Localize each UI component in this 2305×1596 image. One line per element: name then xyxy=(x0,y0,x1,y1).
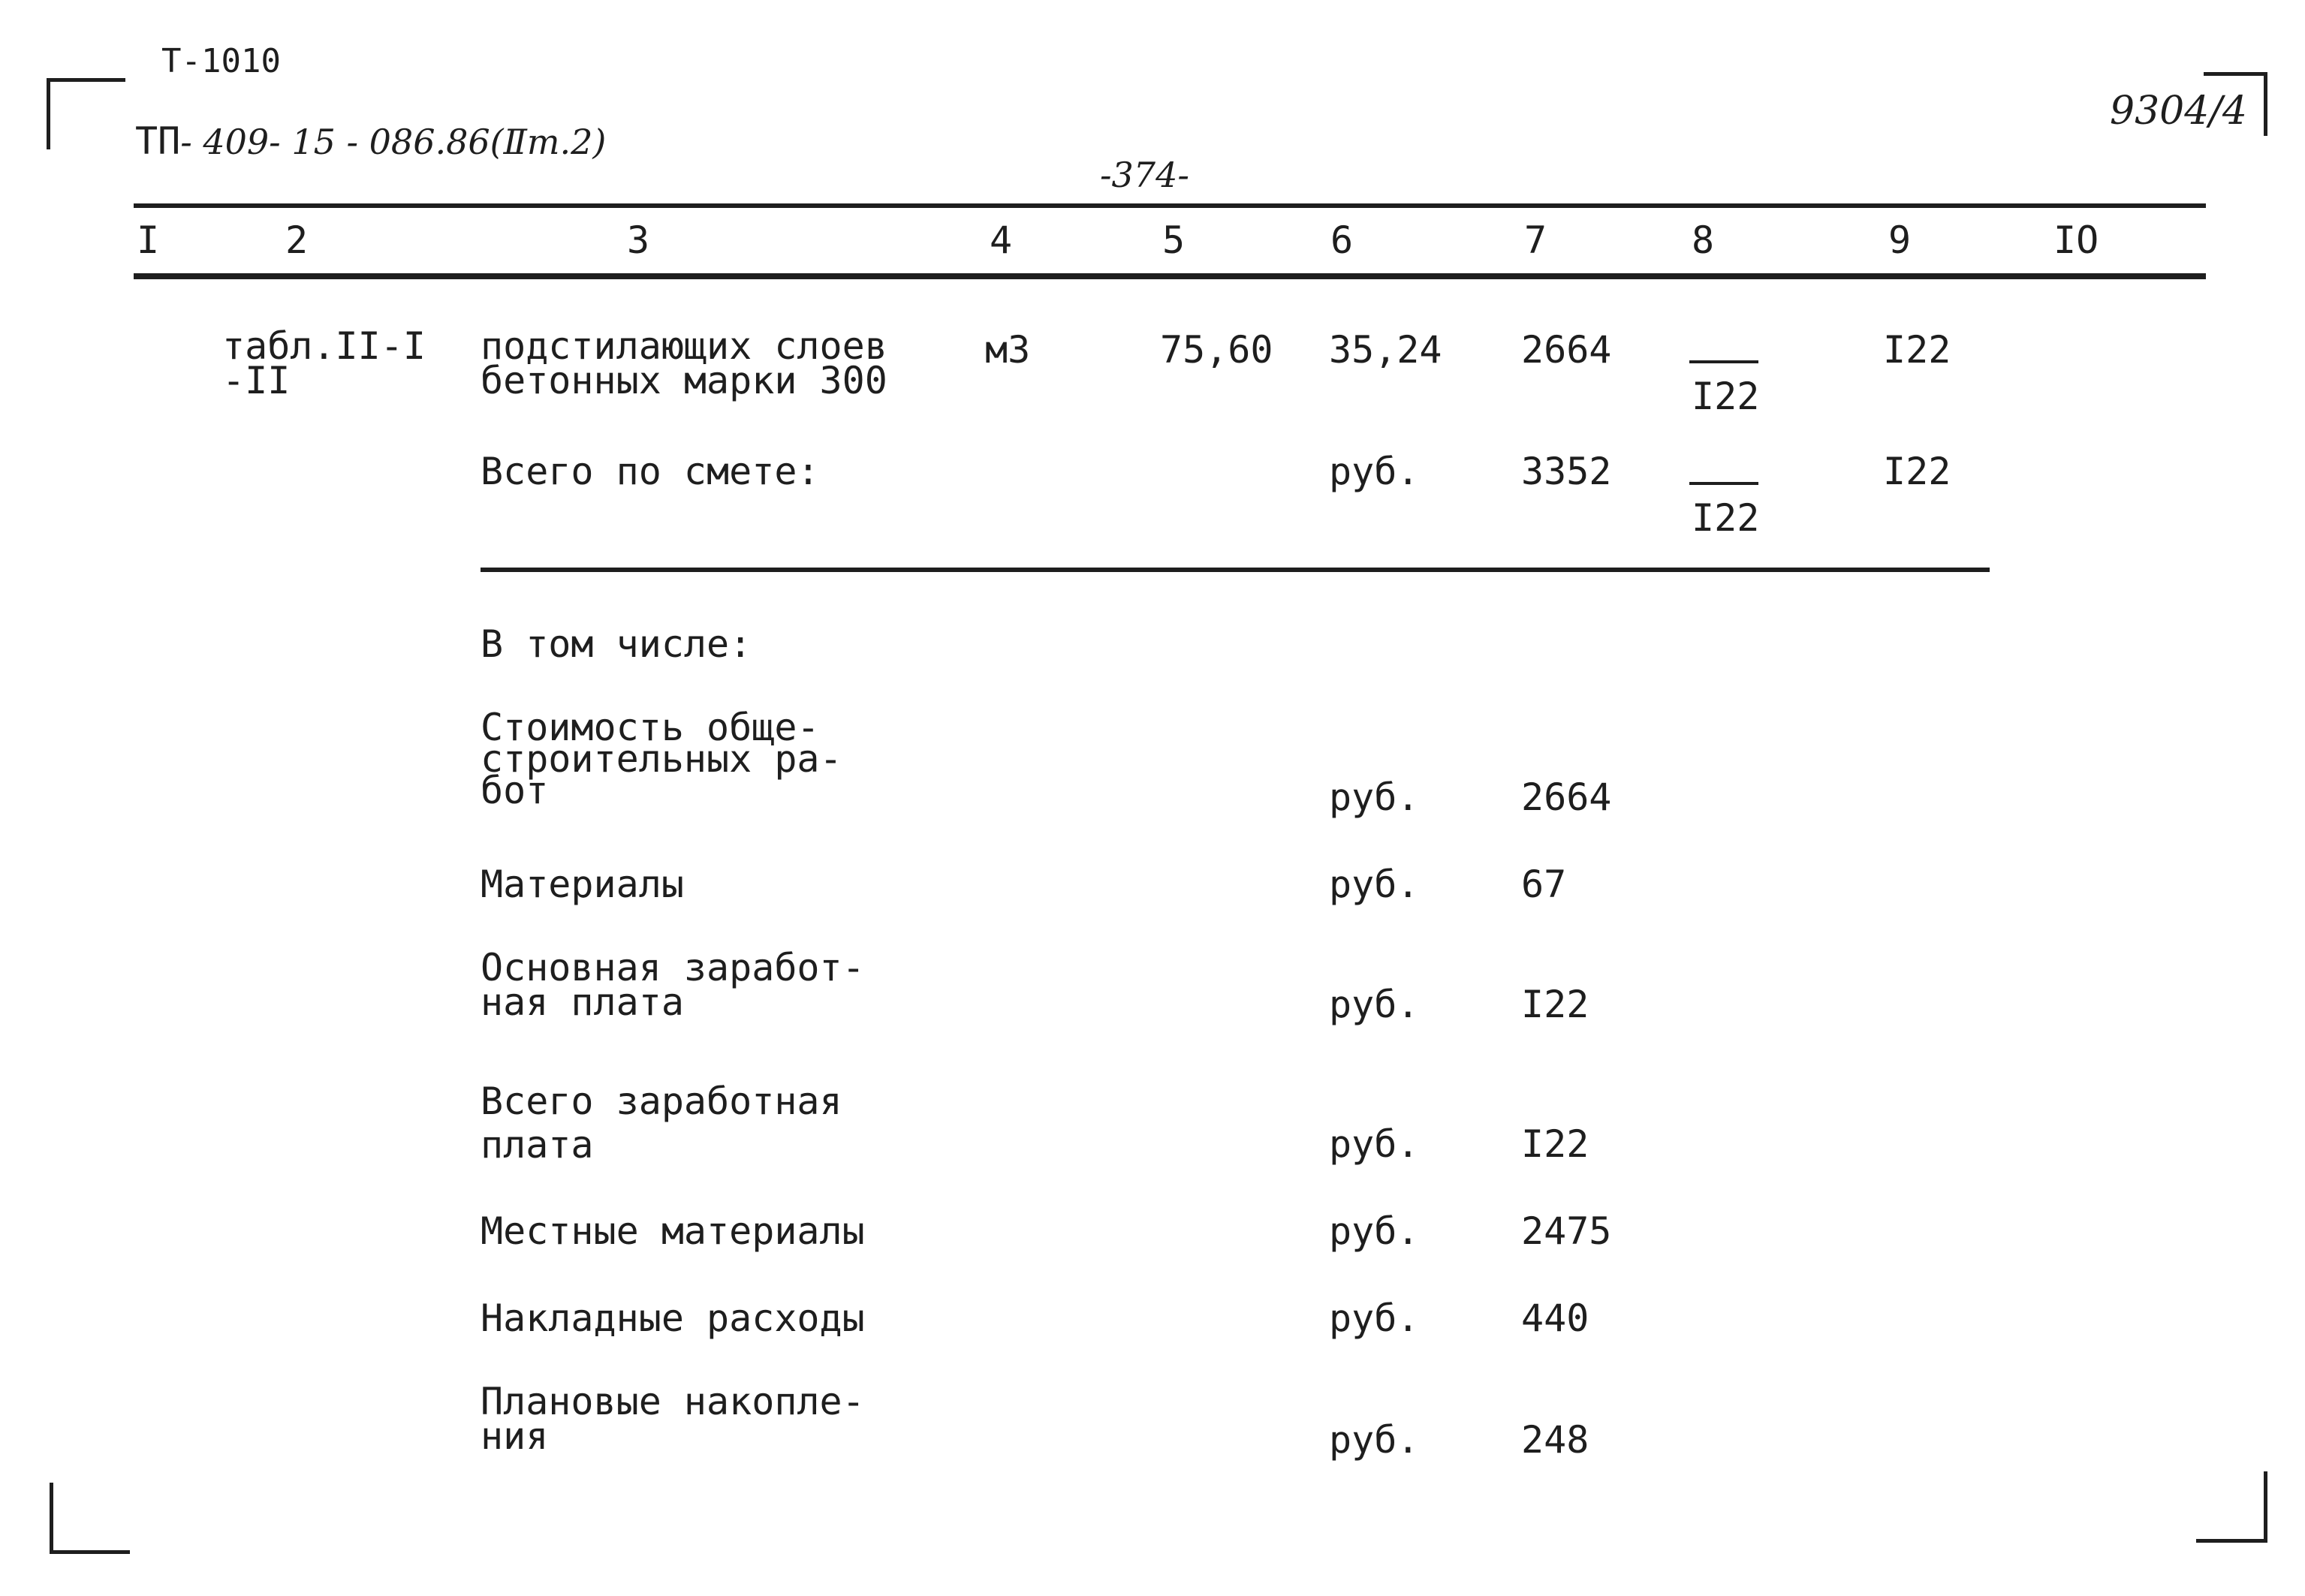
project-volume: (Ⅱт.2) xyxy=(490,122,607,162)
breakdown-label: Материалы xyxy=(481,863,684,906)
total-col8-fraction-bar xyxy=(1689,482,1758,485)
total-separator-rule xyxy=(481,568,1990,572)
row1-quantity: 75,60 xyxy=(1160,328,1273,372)
breakdown-value: 67 xyxy=(1521,863,1567,906)
breakdown-value: 2475 xyxy=(1521,1209,1612,1253)
column-header-9: 9 xyxy=(1888,218,1912,262)
column-header-1: I xyxy=(137,218,160,262)
column-header-8: 8 xyxy=(1692,218,1715,262)
column-header-10: IO xyxy=(2053,218,2099,262)
column-header-3: 3 xyxy=(627,218,650,262)
row1-col8-value: I22 xyxy=(1692,375,1760,418)
project-prefix: ТП xyxy=(135,119,181,163)
total-value: 3352 xyxy=(1521,450,1612,493)
breakdown-value: 2664 xyxy=(1521,775,1612,819)
column-header-4: 4 xyxy=(990,218,1013,262)
document-code: Т-1010 xyxy=(161,42,281,80)
breakdown-value: 248 xyxy=(1521,1418,1589,1462)
column-header-6: 6 xyxy=(1330,218,1354,262)
row1-col8-fraction-bar xyxy=(1689,360,1758,363)
corner-mark-bottom-left xyxy=(50,1483,130,1554)
breakdown-unit: руб. xyxy=(1329,863,1420,906)
sheet-number: 9304/4 xyxy=(2110,89,2247,134)
row1-unit: м3 xyxy=(985,328,1031,372)
breakdown-unit: руб. xyxy=(1329,1209,1420,1253)
column-header-7: 7 xyxy=(1524,218,1547,262)
breakdown-unit: руб. xyxy=(1329,1296,1420,1340)
breakdown-label: Всего заработная плата xyxy=(481,1080,842,1167)
page-number: -374- xyxy=(1100,155,1189,195)
breakdown-label: Стоимость обще- строительных ра- бот xyxy=(481,706,842,812)
breakdown-value: I22 xyxy=(1521,983,1589,1026)
project-designation xyxy=(135,120,606,163)
row1-unit-price: 35,24 xyxy=(1329,328,1442,372)
row1-reference: табл.II-I -II xyxy=(222,324,426,402)
row1-total-cost: 2664 xyxy=(1521,328,1612,372)
breakdown-label: Плановые накопле- ния xyxy=(481,1380,865,1458)
total-col8-value: I22 xyxy=(1692,496,1760,540)
total-unit: руб. xyxy=(1329,450,1420,493)
breakdown-value: 440 xyxy=(1521,1296,1589,1340)
project-number: - 409- 15 - 086.86 xyxy=(180,122,490,162)
row1-description: подстилающих слоев бетонных марки 300 xyxy=(481,324,887,402)
total-label: Всего по смете: xyxy=(481,450,820,493)
row1-col9-value: I22 xyxy=(1883,328,1951,372)
breakdown-unit: руб. xyxy=(1329,775,1420,819)
breakdown-label: Накладные расходы xyxy=(481,1296,865,1340)
breakdown-label: Основная заработ- ная плата xyxy=(481,946,865,1024)
breakdown-unit: руб. xyxy=(1329,983,1420,1026)
header-rule-top xyxy=(134,203,2206,208)
corner-mark-top-left xyxy=(47,78,125,149)
total-col9-value: I22 xyxy=(1883,450,1951,493)
corner-mark-bottom-right xyxy=(2196,1471,2267,1543)
subtotal-heading: В том числе: xyxy=(481,622,752,666)
breakdown-value: I22 xyxy=(1521,1122,1589,1166)
breakdown-unit: руб. xyxy=(1329,1122,1420,1166)
header-rule-bottom xyxy=(134,273,2206,279)
column-header-5: 5 xyxy=(1162,218,1186,262)
breakdown-label: Местные материалы xyxy=(481,1209,865,1253)
breakdown-unit: руб. xyxy=(1329,1418,1420,1462)
column-header-2: 2 xyxy=(285,218,309,262)
